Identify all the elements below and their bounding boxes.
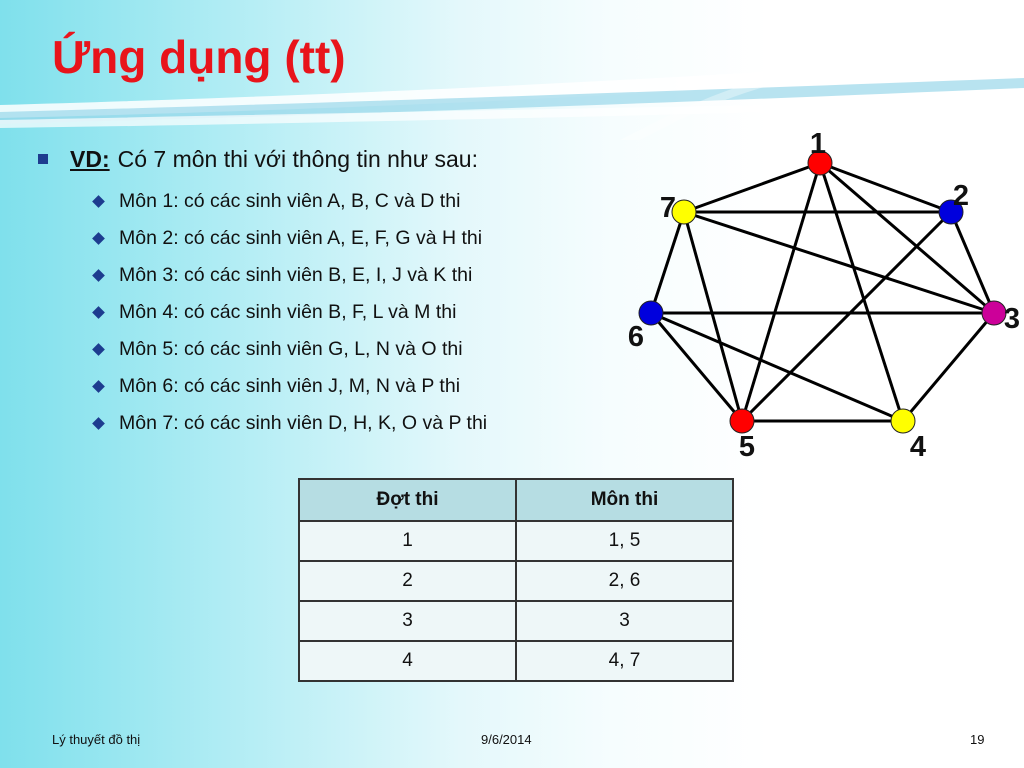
slide-title: Ứng dụng (tt) (52, 31, 346, 83)
graph-edge-3-7 (684, 212, 994, 313)
diamond-bullet-icon (92, 195, 105, 208)
graph-node-3 (982, 301, 1006, 325)
subject-item (90, 368, 638, 405)
footer-page-number: 19 (970, 732, 985, 747)
table-cell: 1 (299, 521, 516, 561)
table-row (299, 521, 733, 561)
subject-text: Môn 5: có các sinh viên G, L, N và O thi (119, 338, 463, 360)
diamond-bullet-icon (92, 232, 105, 245)
graph-edge-1-7 (684, 163, 820, 212)
table-cell: 3 (516, 601, 733, 641)
diamond-bullet-icon (92, 380, 105, 393)
subject-item (90, 257, 638, 294)
table-cell: 2, 6 (516, 561, 733, 601)
graph-node-label: 3 (1003, 303, 1021, 335)
table-cell: 2 (299, 561, 516, 601)
subject-text: Môn 6: có các sinh viên J, M, N và P thi (119, 375, 461, 397)
table-cell: 1, 5 (516, 521, 733, 561)
table-header-row (299, 479, 733, 521)
table-row (299, 641, 733, 681)
subject-text: Môn 1: có các sinh viên A, B, C và D thi (119, 190, 461, 212)
footer-date: 9/6/2014 (481, 732, 532, 747)
graph-node-5 (730, 409, 754, 433)
exam-schedule-table (298, 478, 734, 682)
graph-node-label: 7 (659, 192, 677, 224)
diamond-bullet-icon (92, 269, 105, 282)
subject-text: Môn 4: có các sinh viên B, F, L và M thi (119, 301, 457, 323)
subject-item (90, 220, 638, 257)
graph-node-label: 2 (952, 180, 970, 212)
diamond-bullet-icon (92, 306, 105, 319)
subject-text: Môn 7: có các sinh viên D, H, K, O và P thi (119, 412, 488, 434)
table-cell: 3 (299, 601, 516, 641)
graph-edge-3-4 (903, 313, 994, 421)
graph-node-label: 6 (627, 321, 645, 353)
subject-item (90, 331, 638, 368)
graph-edge-1-4 (820, 163, 903, 421)
table-cell: 4 (299, 641, 516, 681)
subject-item (90, 405, 638, 442)
conflict-graph (620, 125, 1024, 470)
column-header: Đợt thi (299, 479, 516, 521)
graph-edge-2-3 (951, 212, 994, 313)
column-header: Môn thi (516, 479, 733, 521)
diamond-bullet-icon (92, 417, 105, 430)
graph-edge-1-2 (820, 163, 951, 212)
square-bullet-icon (38, 154, 48, 164)
graph-edge-5-7 (684, 212, 742, 421)
subject-item (90, 183, 638, 220)
diamond-bullet-icon (92, 343, 105, 356)
content-body (38, 146, 638, 442)
graph-edge-6-7 (651, 212, 684, 313)
graph-node-label: 4 (909, 431, 927, 463)
subject-text: Môn 2: có các sinh viên A, E, F, G và H thi (119, 227, 483, 249)
subject-item (90, 294, 638, 331)
table-row (299, 561, 733, 601)
intro-text: Có 7 môn thi với thông tin như sau: (117, 146, 478, 172)
table-row (299, 601, 733, 641)
intro-label: VD: (70, 146, 110, 172)
graph-node-label: 1 (809, 128, 827, 160)
graph-edge-4-6 (651, 313, 903, 421)
table-cell: 4, 7 (516, 641, 733, 681)
graph-node-4 (891, 409, 915, 433)
subject-text: Môn 3: có các sinh viên B, E, I, J và K thi (119, 264, 473, 286)
footer-course-name: Lý thuyết đồ thị (52, 732, 141, 747)
graph-node-label: 5 (738, 431, 756, 463)
intro-bullet (38, 146, 638, 173)
